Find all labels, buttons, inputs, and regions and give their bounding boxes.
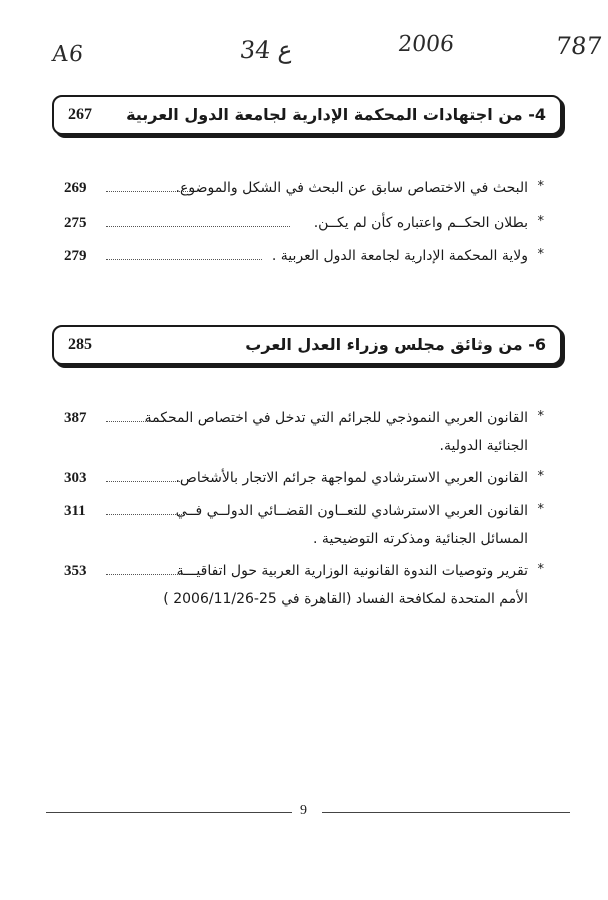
entry-page-number: 303 <box>64 470 87 486</box>
dot-leader <box>106 514 182 515</box>
entry-text: القانون العربي الاسترشادي لمواجهة جرائم الاتجار بالأشخاص. <box>175 470 528 486</box>
entry-page-number: 275 <box>64 215 87 231</box>
bullet-icon: * <box>537 502 544 517</box>
bullet-icon: * <box>537 179 544 194</box>
section-page-number: 267 <box>68 106 92 123</box>
section-heading-box <box>52 325 562 365</box>
bullet-icon: * <box>537 469 544 484</box>
entry-text: البحث في الاختصاص سابق عن البحث في الشكل والموضوع. <box>175 180 528 196</box>
entry-page-number: 353 <box>64 563 87 579</box>
footer-rule-left <box>46 812 292 813</box>
entry-text-continued: الجنائية الدولية. <box>439 438 528 454</box>
entry-page-number: 279 <box>64 248 87 264</box>
dot-leader <box>106 226 290 227</box>
bullet-icon: * <box>537 214 544 229</box>
dot-leader <box>106 481 182 482</box>
handwritten-note-34: 34 ع <box>238 36 294 64</box>
entry-text: ولاية المحكمة الإدارية لجامعة الدول العربية . <box>271 248 528 264</box>
entry-text: تقرير وتوصيات الندوة القانونية الوزارية العربية حول اتفاقيـــة <box>176 563 528 579</box>
bullet-icon: * <box>537 562 544 577</box>
entry-text: بطلان الحكــم واعتباره كأن لم يكــن. <box>313 215 528 231</box>
entry-page-number: 269 <box>64 180 87 196</box>
handwritten-note-2006: 2006 <box>396 32 456 57</box>
handwritten-note-787: 787 <box>554 32 604 60</box>
page-number: 9 <box>300 803 307 818</box>
entry-text-continued: المسائل الجنائية ومذكرته التوضيحية . <box>313 531 528 547</box>
section-page-number: 285 <box>68 336 92 353</box>
entry-text-continued: الأمم المتحدة لمكافحة الفساد (القاهرة في 25-2006/11/26 ) <box>163 591 528 607</box>
footer-rule-right <box>322 812 570 813</box>
entry-text: القانون العربي الاسترشادي للتعــاون القضــائي الدولــي فــي <box>175 503 528 519</box>
bullet-icon: * <box>537 409 544 424</box>
entry-page-number: 387 <box>64 410 87 426</box>
section-title: 4- من اجتهادات المحكمة الإدارية لجامعة الدول العربية <box>126 105 546 124</box>
bullet-icon: * <box>537 247 544 262</box>
dot-leader <box>106 259 262 260</box>
entry-page-number: 311 <box>64 503 86 519</box>
entry-text: القانون العربي النموذجي للجرائم التي تدخل في اختصاص المحكمة <box>144 410 528 426</box>
section-heading-box <box>52 95 562 135</box>
section-title: 6- من وثائق مجلس وزراء العدل العرب <box>245 335 546 354</box>
handwritten-note-a6: A6 <box>50 42 86 67</box>
dot-leader <box>106 574 182 575</box>
